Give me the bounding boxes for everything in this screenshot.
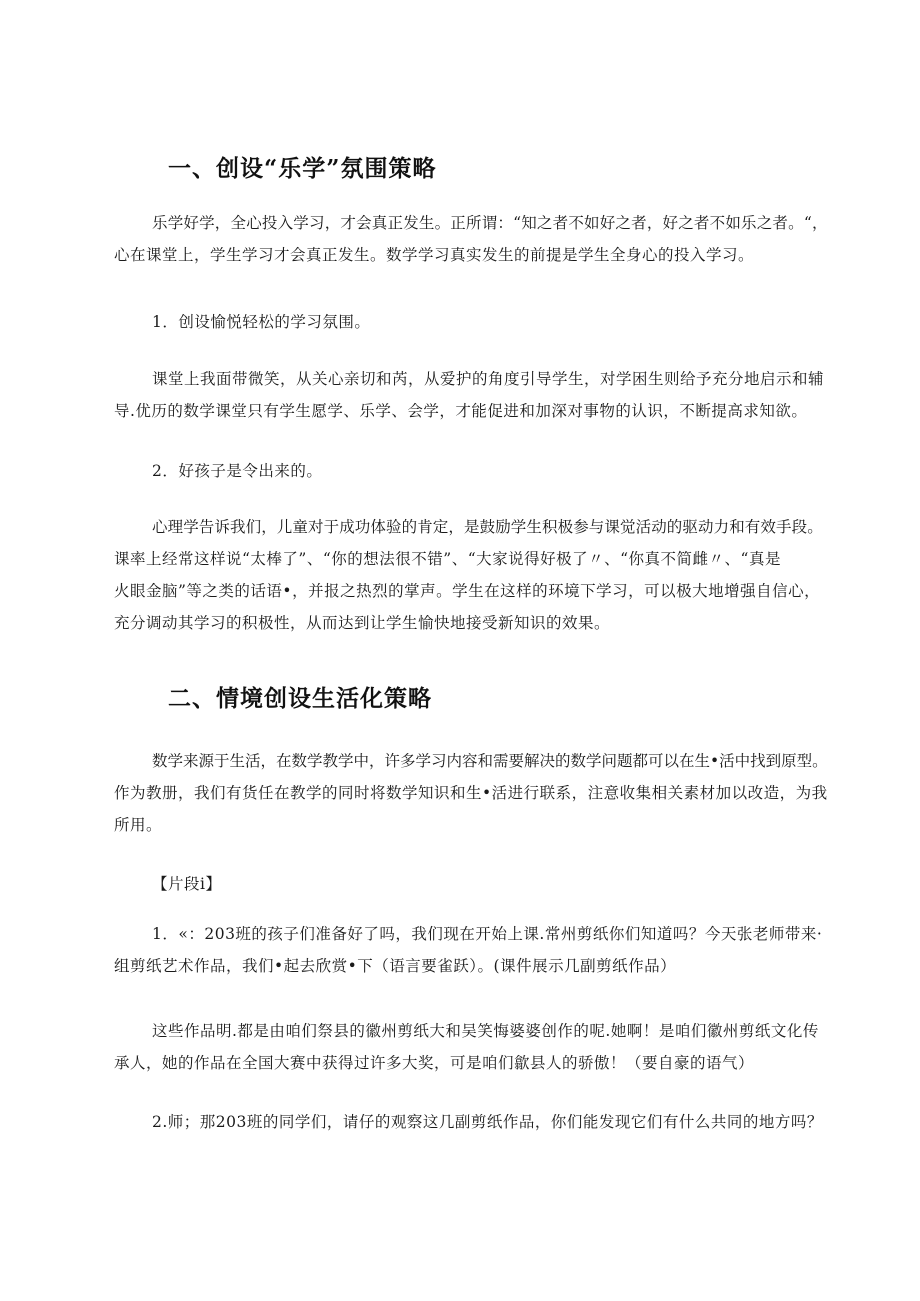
text-line: 导.优历的数学课堂只有学生愿学、乐学、会学，才能促进和加深对事物的认识，不断提高求知欲。 — [114, 402, 808, 420]
text-line: 承人，她的作品在全国大赛中获得过许多大奖，可是咱们歙县人的骄傲！（要自豪的语气） — [114, 1054, 755, 1072]
text-line: 心理学告诉我们，儿童对于成功体验的肯定，是鼓励学生积极参与课觉活动的驱动力和有效手段。 — [152, 518, 823, 536]
section2-item-2 — [152, 1106, 823, 1138]
section1-heading: 一、创设“乐学”氛围策略 — [168, 155, 437, 182]
text-line: 充分调动其学习的积极性，从而达到让学生愉快地接受新知识的效果。 — [114, 614, 611, 632]
text-line: 火眼金脑”等之类的话语•，并报之热烈的掌声。学生在这样的环境下学习，可以极大地增强自信心， — [114, 582, 821, 600]
section1-item-1-title — [152, 306, 370, 338]
text-line: 数学来源于生活，在数学教学中，许多学习内容和需要解决的数学问题都可以在生•活中找到原型。 — [152, 752, 828, 770]
section2-heading: 二、情境创设生活化策略 — [168, 685, 432, 712]
section1-paragraph-1 — [114, 207, 828, 271]
section1-item-2-title — [152, 455, 322, 487]
text-line: 2.师；那203班的同学们，请仔的观察这几副剪纸作品，你们能发现它们有什么共同的地方吗？ — [152, 1113, 823, 1131]
text-line: 课率上经常这样说“太棒了”、“你的想法很不错”、“大家说得好极了〃、“你真不简雌〃、“真是 — [114, 550, 781, 568]
text-line: 2．好孩子是令出来的。 — [152, 462, 323, 480]
text-line: 作为教册，我们有货任在教学的同时将数学知识和生•活进行联系，注意收集相关素材加以改造，为我 — [114, 784, 828, 802]
text-line: 课堂上我面带微笑，从关心亲切和芮，从爱护的角度引导学生，对学困生则给予充分地启示和辅 — [152, 370, 825, 388]
fragment-label — [152, 868, 221, 900]
text-line: 【片段i】 — [152, 875, 222, 893]
section2-item-1 — [114, 918, 823, 982]
text-line: 这些作品明.都是由咱们祭县的徽州剪纸大和吴笑悔婆婆创作的呢.她啊！是咱们徽州剪纸文化传 — [152, 1022, 819, 1040]
text-line: 1．创设愉悦轻松的学习氛围。 — [152, 313, 371, 331]
text-line: 乐学好学，全心投入学习，才会真正发生。正所谓：“知之者不如好之者，好之者不如乐之者。“， — [152, 214, 828, 232]
text-line: 心在课堂上，学生学习才会真正发生。数学学习真实发生的前提是学生全身心的投入学习。 — [114, 246, 755, 264]
section1-paragraph-2 — [114, 363, 825, 427]
text-line: 组剪纸艺术作品，我们•起去欣赏•下（语言要雀跃）。(课件展示几副剪纸作品） — [114, 957, 677, 975]
text-line: 所用。 — [114, 816, 163, 834]
section2-paragraph-2 — [114, 1015, 819, 1079]
section2-paragraph-1 — [114, 745, 828, 841]
section1-paragraph-3 — [114, 511, 823, 639]
text-line: 1．«：203班的孩子们准备好了吗，我们现在开始上课.常州剪纸你们知道吗？今天张老师带来· — [152, 925, 823, 943]
